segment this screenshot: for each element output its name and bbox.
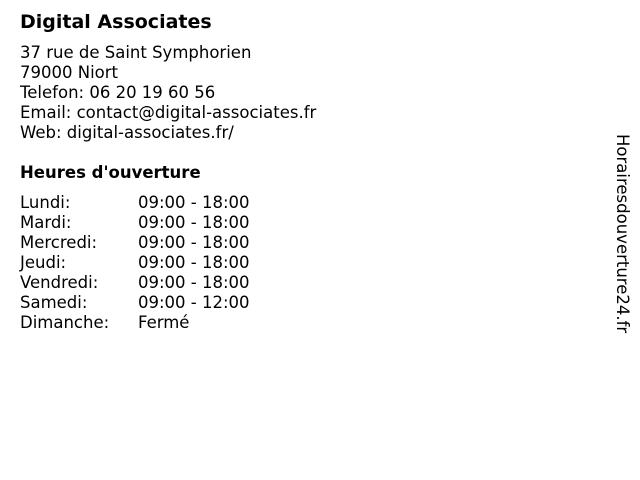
day-hours: 09:00 - 18:00: [138, 273, 250, 292]
address-city: 79000 Niort: [20, 63, 119, 82]
hours-row-monday: [20, 193, 316, 213]
day-label: Samedi:: [20, 293, 88, 312]
day-hours: 09:00 - 18:00: [138, 233, 250, 252]
website: Web: digital-associates.fr/: [20, 123, 234, 142]
day-hours: 09:00 - 18:00: [138, 193, 250, 212]
day-label: Jeudi:: [20, 253, 67, 272]
day-label: Mercredi:: [20, 233, 98, 252]
hours-row-thursday: [20, 253, 316, 273]
day-hours: 09:00 - 12:00: [138, 293, 250, 312]
day-hours: 09:00 - 18:00: [138, 213, 250, 232]
business-name: Digital Associates: [20, 11, 212, 33]
business-card: [20, 10, 316, 333]
day-hours: 09:00 - 18:00: [138, 253, 250, 272]
day-label: Mardi:: [20, 213, 72, 232]
hours-row-friday: [20, 273, 316, 293]
hours-row-tuesday: [20, 213, 316, 233]
day-label: Vendredi:: [20, 273, 99, 292]
hours-row-sunday: [20, 313, 316, 333]
site-watermark: Horairesdouverture24.fr: [613, 134, 632, 334]
day-hours: Fermé: [138, 313, 190, 332]
email-address: Email: contact@digital-associates.fr: [20, 103, 317, 122]
opening-hours-heading: Heures d'ouverture: [20, 163, 201, 182]
hours-row-wednesday: [20, 233, 316, 253]
day-label: Dimanche:: [20, 313, 110, 332]
phone-number: Telefon: 06 20 19 60 56: [20, 83, 216, 102]
hours-row-saturday: [20, 293, 316, 313]
day-label: Lundi:: [20, 193, 71, 212]
address-street: 37 rue de Saint Symphorien: [20, 43, 252, 62]
